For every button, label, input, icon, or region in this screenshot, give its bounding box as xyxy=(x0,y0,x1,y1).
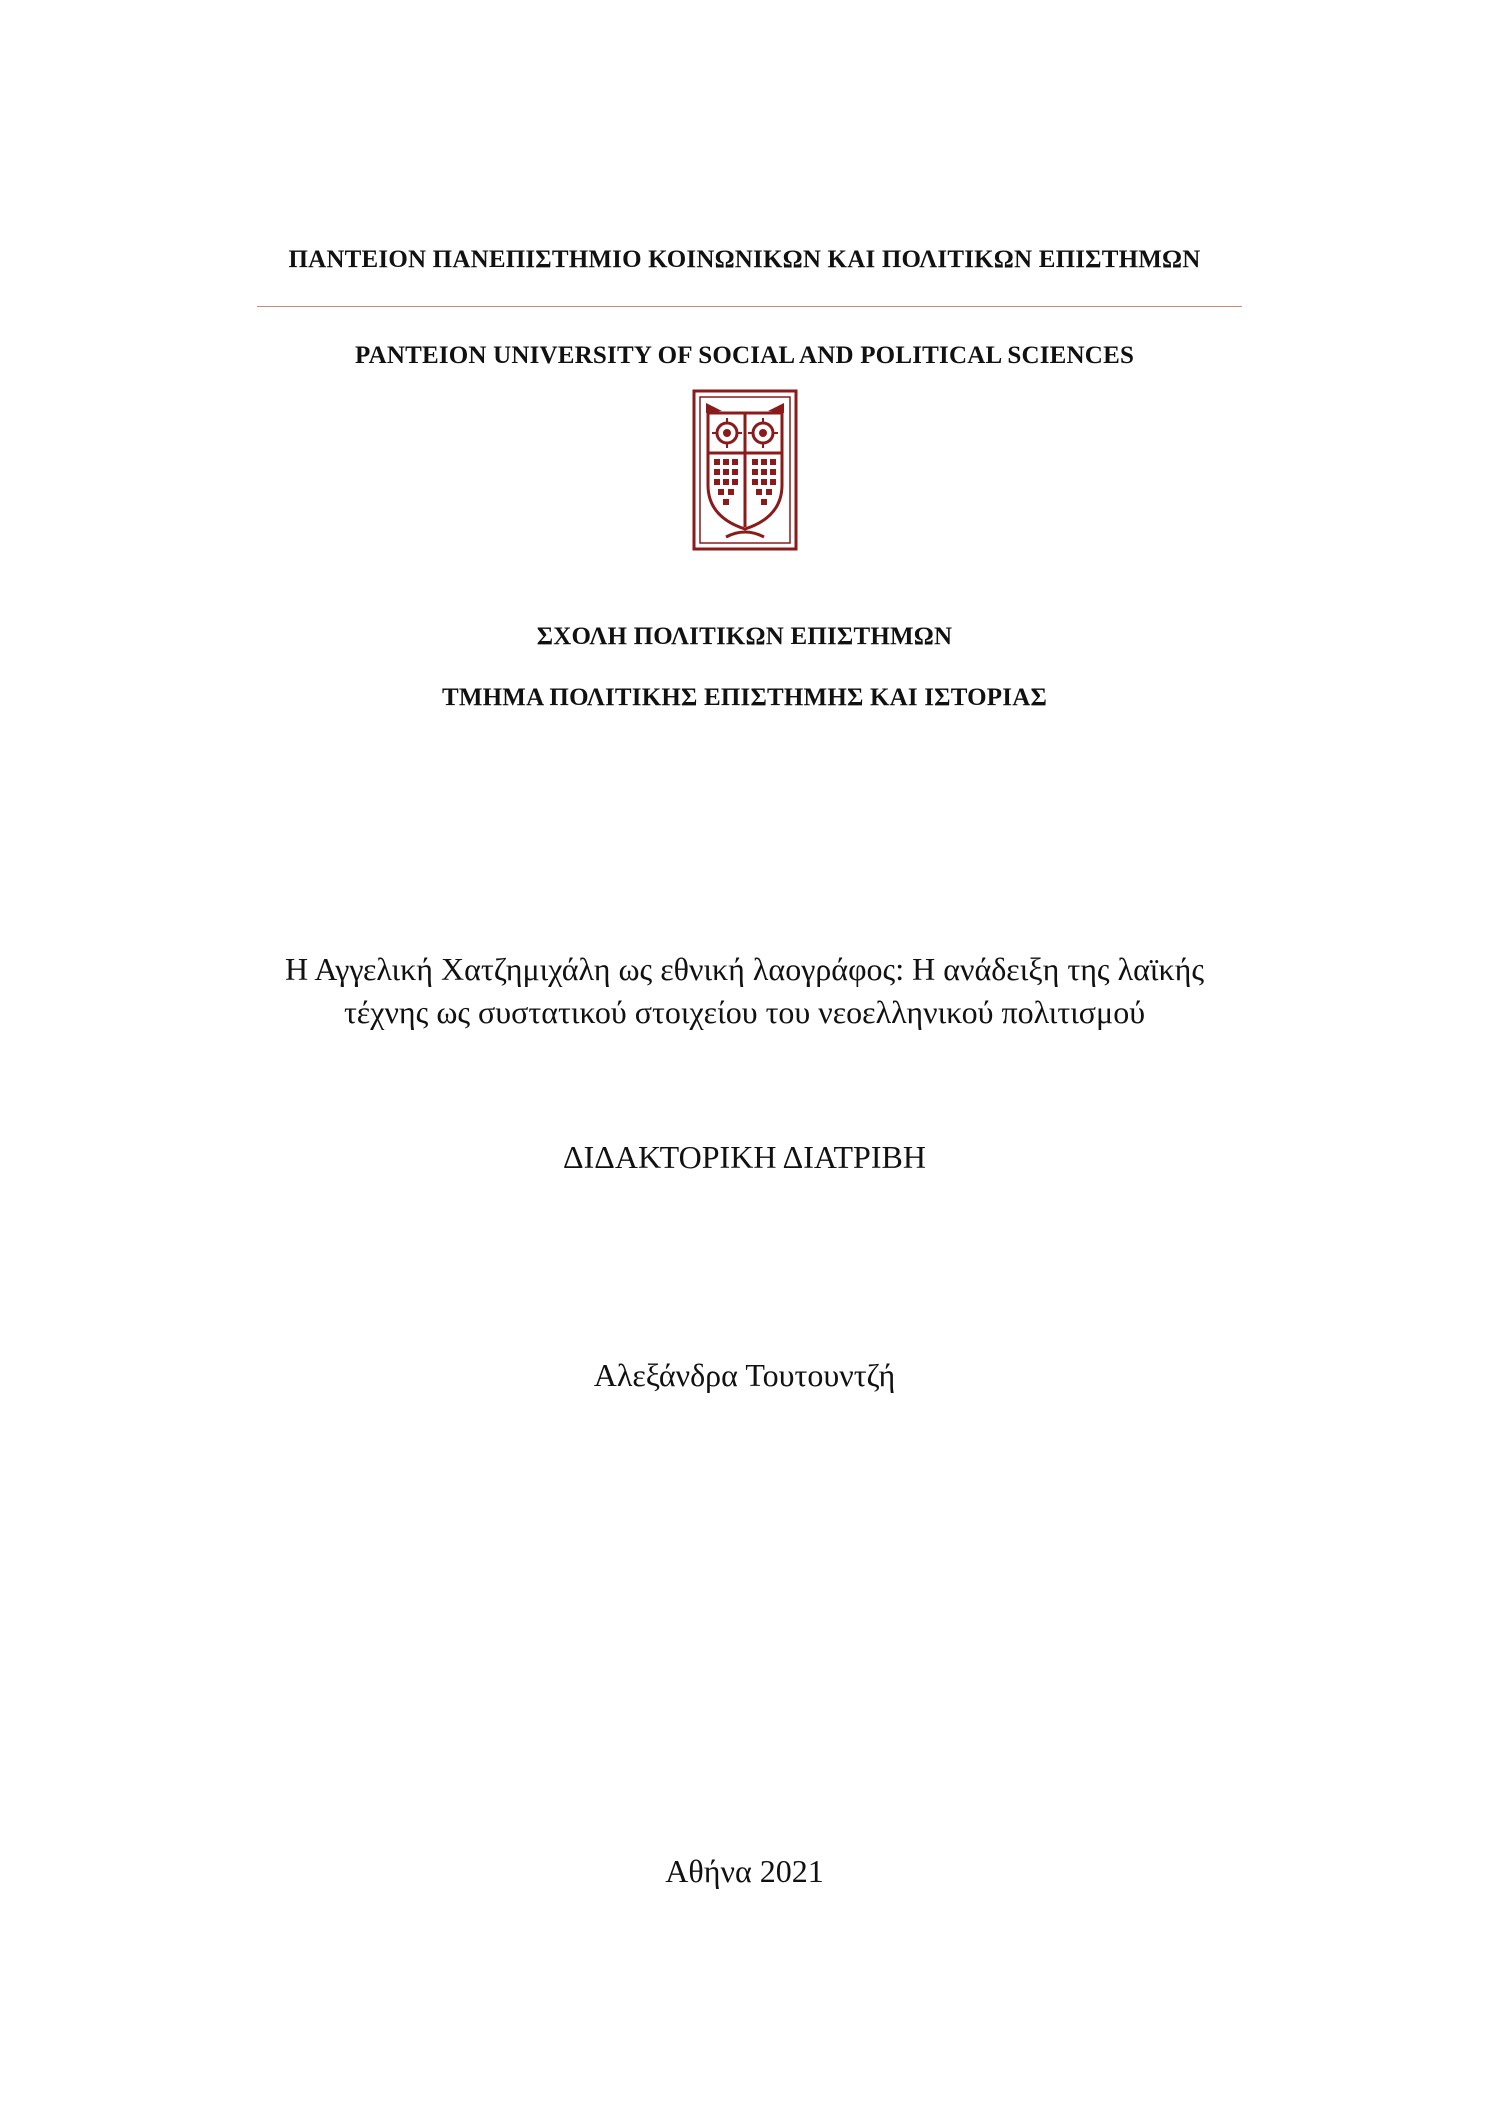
author-name: Αλεξάνδρα Τουτουντζή xyxy=(593,1357,896,1393)
thesis-title-line-2: τέχνης ως συστατικού στοιχείου του νεοελληνικού πολιτισμού xyxy=(343,994,1146,1030)
school-name: ΣΧΟΛΗ ΠΟΛΙΤΙΚΩΝ ΕΠΙΣΤΗΜΩΝ xyxy=(536,623,953,650)
place-and-year: Αθήνα 2021 xyxy=(665,1853,824,1889)
department-name: ΤΜΗΜΑ ΠΟΛΙΤΙΚΗΣ ΕΠΙΣΤΗΜΗΣ ΚΑΙ ΙΣΤΟΡΙΑΣ xyxy=(441,684,1047,711)
institution-name-greek: ΠΑΝΤΕΙΟΝ ΠΑΝΕΠΙΣΤΗΜΙΟ ΚΟΙΝΩΝΙΚΩΝ ΚΑΙ ΠΟΛΙΤΙΚΩΝ ΕΠΙΣΤΗΜΩΝ xyxy=(288,246,1201,273)
institution-name-english: PANTEION UNIVERSITY OF SOCIAL AND POLITICAL SCIENCES xyxy=(354,342,1135,369)
thesis-title-line-1: Η Αγγελική Χατζημιχάλη ως εθνική λαογράφος: Η ανάδειξη της λαϊκής xyxy=(284,951,1205,987)
header-divider xyxy=(257,306,1242,307)
thesis-type: ΔΙΔΑΚΤΟΡΙΚΗ ΔΙΑΤΡΙΒΗ xyxy=(563,1139,926,1175)
university-crest-icon xyxy=(692,389,798,551)
